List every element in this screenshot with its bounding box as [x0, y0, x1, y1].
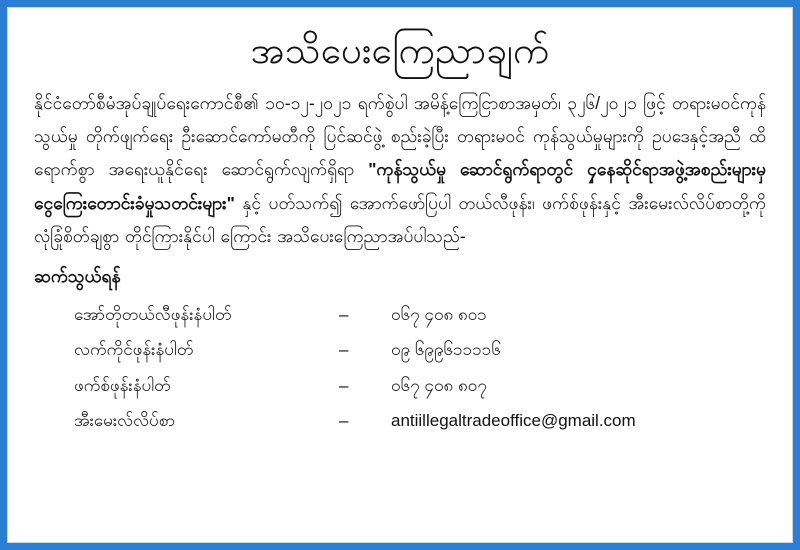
announcement-paragraph-1 — [34, 87, 766, 254]
quoted-emphasis-text: "ကုန်သွယ်မှု ဆောင်ရွက်ရာတွင် ၄ှနေဆိုင်ရာအဖွဲ့အစည်းများမှ ငွေကြေးတောင်းခံမှုသတင်းများ" — [34, 159, 766, 213]
contact-email-value: antiillegaltradeoffice@gmail.com — [391, 411, 636, 431]
paragraph-1-text: နိုင်ငံတော်စီမံအုပ်ချုပ်ရေးကောင်စီ၏ ၁၀-၁၂-၂၀၂၁ ရက်စွဲပါ အမိန့်ကြေငြာစာအမှတ်၊ ၃၂၆/၂၀၂၁ ဖြင့် တရားမဝင်ကုန်သွယ်မှု တိုက်ဖျက်ရေး ဦးဆောင်ကော်မတီကို ပြင်ဆင်ဖွဲ့ စည်းခဲ့ပြီး တရားမဝင် ကုန်သွယ်မှုများကို ဥပဒေနှင့်အညီ ထိရောက်စွာ အရေးယူနိုင်ရေး ဆောင်ရွက်လျက်ရှိရာ — [34, 92, 766, 180]
paragraph-2-text: နှင့် ပတ်သက်၍ အောက်ဖော်ပြပါ တယ်လီဖုန်း၊ ဖက်စ်ဖုန်းနှင့် အီးမေးလ်လိပ်စာတို့ကို လုံခြုံစိတ်ချစွာ တိုင်ကြားနိုင်ပါ ကြောင်း အသိပေးကြေညာအပ်ပါသည်- — [34, 192, 766, 247]
contact-separator: – — [339, 411, 349, 431]
contact-separator: – — [339, 304, 349, 324]
table-row — [74, 332, 714, 368]
announcement-sheet — [7, 7, 793, 543]
contact-separator: – — [339, 375, 349, 395]
contact-label: ဖက်စ်ဖုန်းနံပါတ် — [74, 375, 171, 395]
page-title: အသိပေးကြေညာချက် — [250, 30, 550, 71]
contact-details-table — [74, 297, 714, 439]
table-row — [74, 297, 714, 333]
contact-label: အော်တိုတယ်လီဖုန်းနံပါတ် — [74, 304, 232, 324]
contact-separator: – — [339, 340, 349, 360]
table-row — [74, 403, 714, 439]
table-row — [74, 368, 714, 404]
contact-section-heading: ဆက်သွယ်ရန် — [34, 265, 121, 286]
contact-label: လက်ကိုင်ဖုန်းနံပါတ် — [74, 340, 194, 360]
contact-value: ၀၉ ၆၉၉၆၁၁၁၁၆ — [391, 340, 501, 360]
contact-value: ၀၆၇ ၄၀၈ ၈၀၇ — [391, 375, 487, 395]
contact-label: အီးမေးလ်လိပ်စာ — [74, 411, 176, 431]
contact-value: ၀၆၇ ၄၀၈ ၈၀၁ — [391, 304, 487, 324]
